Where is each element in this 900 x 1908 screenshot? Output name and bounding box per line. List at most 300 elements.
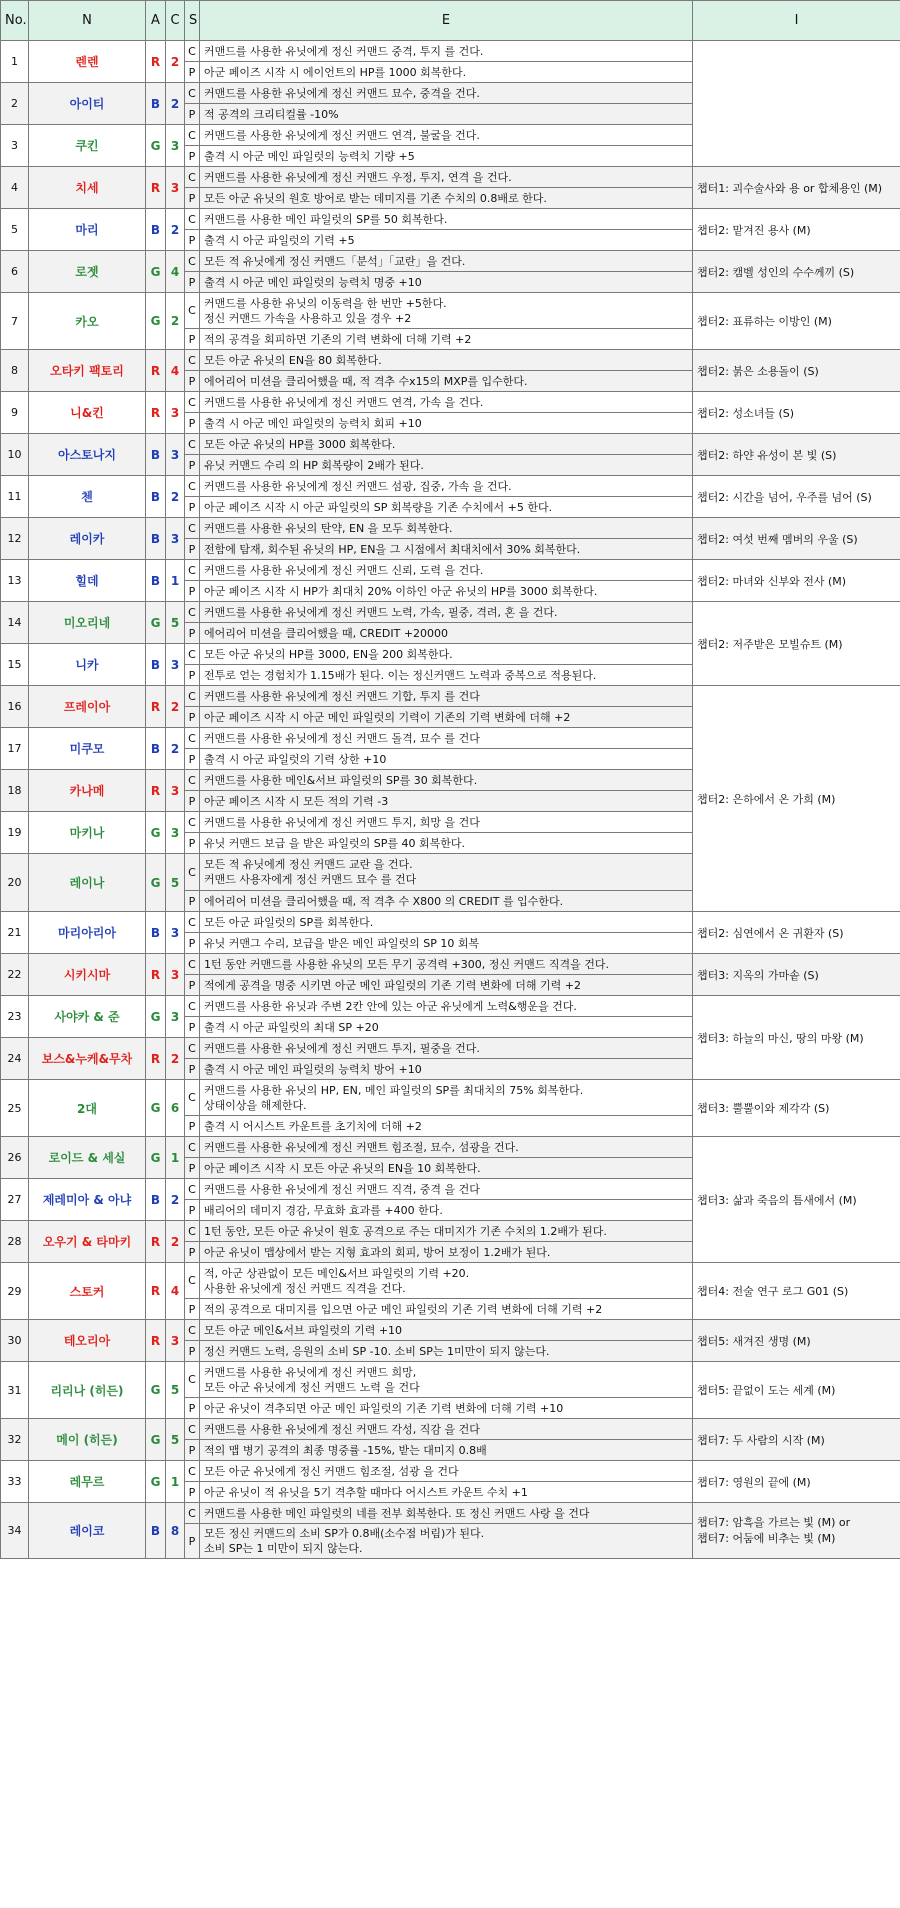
command-effect: 모든 아군 유닛의 HP를 3000 회복한다. xyxy=(200,434,693,455)
level: 3 xyxy=(166,954,185,996)
skill-type-passive: P xyxy=(185,1440,200,1461)
character-name: 프레이아 xyxy=(29,686,146,728)
command-effect: 적, 아군 상관없이 모든 메인&서브 파일럿의 기력 +20. 사용한 유닛에게 정신 커맨드 직격을 건다. xyxy=(200,1263,693,1299)
command-effect: 커맨드를 사용한 유닛에게 정신 커맨드 기합, 투지 를 건다 xyxy=(200,686,693,707)
level: 8 xyxy=(166,1503,185,1559)
level: 5 xyxy=(166,854,185,912)
attribute: R xyxy=(146,392,166,434)
chapter-info: 챕터3: 삶과 죽음의 틈새에서 (M) xyxy=(693,1137,900,1263)
level: 5 xyxy=(166,602,185,644)
attribute: G xyxy=(146,1080,166,1137)
skill-type-passive: P xyxy=(185,62,200,83)
level: 6 xyxy=(166,1080,185,1137)
skill-type-passive: P xyxy=(185,329,200,350)
skill-type-passive: P xyxy=(185,188,200,209)
command-effect: 커맨드를 사용한 유닛의 이동력을 한 번만 +5한다. 정신 커맨드 가속을 사용하고 있을 경우 +2 xyxy=(200,293,693,329)
skill-type-passive: P xyxy=(185,975,200,996)
row-number: 13 xyxy=(1,560,29,602)
attribute: G xyxy=(146,996,166,1038)
row-number: 28 xyxy=(1,1221,29,1263)
level: 2 xyxy=(166,83,185,125)
character-name: 레이코 xyxy=(29,1503,146,1559)
skill-type-passive: P xyxy=(185,1059,200,1080)
character-name: 보스&누케&무차 xyxy=(29,1038,146,1080)
command-effect: 커맨드를 사용한 유닛의 탄약, EN 을 모두 회복한다. xyxy=(200,518,693,539)
character-name: 메이 (히든) xyxy=(29,1419,146,1461)
chapter-info: 챕터2: 심연에서 온 귀환자 (S) xyxy=(693,912,900,954)
character-name: 제레미아 & 아냐 xyxy=(29,1179,146,1221)
table-row xyxy=(1,41,900,62)
character-name: 첸 xyxy=(29,476,146,518)
passive-effect: 아군 유닛이 맵상에서 받는 지형 효과의 회피, 방어 보정이 1.2배가 된다. xyxy=(200,1242,693,1263)
chapter-info: 챕터4: 전술 연구 로그 G01 (S) xyxy=(693,1263,900,1320)
row-number: 4 xyxy=(1,167,29,209)
attribute: B xyxy=(146,434,166,476)
skill-type-passive: P xyxy=(185,104,200,125)
table-row xyxy=(1,251,900,272)
skill-type-passive: P xyxy=(185,371,200,392)
passive-effect: 아군 페이즈 시작 시 모든 적의 기력 -3 xyxy=(200,791,693,812)
attribute: R xyxy=(146,1263,166,1320)
chapter-info: 챕터2: 맡겨진 용사 (M) xyxy=(693,209,900,251)
skill-type-command: C xyxy=(185,209,200,230)
skill-type-passive: P xyxy=(185,146,200,167)
skill-type-command: C xyxy=(185,1362,200,1398)
skill-type-passive: P xyxy=(185,1482,200,1503)
skill-type-command: C xyxy=(185,476,200,497)
skill-type-command: C xyxy=(185,1038,200,1059)
skill-type-passive: P xyxy=(185,933,200,954)
passive-effect: 출격 시 아군 메인 파일럿의 능력치 명중 +10 xyxy=(200,272,693,293)
header-effect: E xyxy=(200,1,693,41)
passive-effect: 유닛 커맨드 보급 을 받은 파일럿의 SP를 40 회복한다. xyxy=(200,833,693,854)
passive-effect: 아군 페이즈 시작 시 아군 메인 파일럿의 기력이 기존의 기력 변화에 더해 +2 xyxy=(200,707,693,728)
character-name: 사야카 & 준 xyxy=(29,996,146,1038)
command-effect: 커맨드를 사용한 유닛에게 정신 커맨드 투지, 필중을 건다. xyxy=(200,1038,693,1059)
character-name: 마리아리아 xyxy=(29,912,146,954)
skill-type-passive: P xyxy=(185,1200,200,1221)
row-number: 30 xyxy=(1,1320,29,1362)
table-row xyxy=(1,1320,900,1341)
command-effect: 모든 아군 파일럿의 SP를 회복한다. xyxy=(200,912,693,933)
passive-effect: 아군 페이즈 시작 시 모든 아군 유닛의 EN을 10 회복한다. xyxy=(200,1158,693,1179)
level: 3 xyxy=(166,392,185,434)
passive-effect: 모든 아군 유닛의 원호 방어로 받는 데미지를 기존 수치의 0.8배로 한다. xyxy=(200,188,693,209)
header-attr: A xyxy=(146,1,166,41)
attribute: R xyxy=(146,41,166,83)
row-number: 15 xyxy=(1,644,29,686)
header-info: I xyxy=(693,1,900,41)
passive-effect: 출격 시 아군 메인 파일럿의 능력치 회피 +10 xyxy=(200,413,693,434)
row-number: 11 xyxy=(1,476,29,518)
level: 3 xyxy=(166,770,185,812)
character-name: 미오리네 xyxy=(29,602,146,644)
table-row xyxy=(1,1419,900,1440)
skill-type-passive: P xyxy=(185,665,200,686)
skill-type-command: C xyxy=(185,912,200,933)
attribute: R xyxy=(146,350,166,392)
skill-type-command: C xyxy=(185,1263,200,1299)
attribute: G xyxy=(146,125,166,167)
level: 2 xyxy=(166,476,185,518)
skill-type-passive: P xyxy=(185,891,200,912)
attribute: R xyxy=(146,954,166,996)
character-name: 오타키 팩토리 xyxy=(29,350,146,392)
command-effect: 모든 아군 메인&서브 파일럿의 기력 +10 xyxy=(200,1320,693,1341)
passive-effect: 아군 페이즈 시작 시 에이언트의 HP를 1000 회복한다. xyxy=(200,62,693,83)
table-row xyxy=(1,392,900,413)
character-name: 치세 xyxy=(29,167,146,209)
row-number: 8 xyxy=(1,350,29,392)
attribute: B xyxy=(146,912,166,954)
skill-type-passive: P xyxy=(185,791,200,812)
skill-type-command: C xyxy=(185,560,200,581)
command-effect: 모든 적 유닛에게 정신 커맨드「분석」「교란」을 건다. xyxy=(200,251,693,272)
attribute: B xyxy=(146,644,166,686)
row-number: 32 xyxy=(1,1419,29,1461)
skill-type-passive: P xyxy=(185,230,200,251)
chapter-info: 챕터2: 하얀 유성이 본 빛 (S) xyxy=(693,434,900,476)
row-number: 6 xyxy=(1,251,29,293)
skill-type-passive: P xyxy=(185,833,200,854)
passive-effect: 아군 페이즈 시작 시 HP가 최대치 20% 이하인 아군 유닛의 HP를 3000 회복한다. xyxy=(200,581,693,602)
character-name: 아스토나지 xyxy=(29,434,146,476)
chapter-info: 챕터7: 두 사람의 시작 (M) xyxy=(693,1419,900,1461)
row-number: 24 xyxy=(1,1038,29,1080)
attribute: B xyxy=(146,560,166,602)
passive-effect: 전함에 탐재, 회수된 유닛의 HP, EN을 그 시점에서 최대치에서 30% 회복한다. xyxy=(200,539,693,560)
table-row xyxy=(1,1503,900,1524)
row-number: 27 xyxy=(1,1179,29,1221)
passive-effect: 출격 시 아군 메인 파일럿의 능력치 기량 +5 xyxy=(200,146,693,167)
skill-type-command: C xyxy=(185,686,200,707)
row-number: 34 xyxy=(1,1503,29,1559)
attribute: B xyxy=(146,209,166,251)
table-row xyxy=(1,209,900,230)
skill-type-passive: P xyxy=(185,581,200,602)
header-skill-type: S xyxy=(185,1,200,41)
skill-type-command: C xyxy=(185,1503,200,1524)
chapter-info: 챕터2: 캠벨 성인의 수수께끼 (S) xyxy=(693,251,900,293)
skill-type-command: C xyxy=(185,644,200,665)
level: 4 xyxy=(166,350,185,392)
attribute: R xyxy=(146,167,166,209)
chapter-info: 챕터5: 끝없이 도는 세계 (M) xyxy=(693,1362,900,1419)
command-effect: 커맨드를 사용한 유닛과 주변 2칸 안에 있는 아군 유닛에게 노력&행운을 건다. xyxy=(200,996,693,1017)
row-number: 2 xyxy=(1,83,29,125)
skill-type-passive: P xyxy=(185,1158,200,1179)
table-row xyxy=(1,293,900,329)
level: 2 xyxy=(166,728,185,770)
header-level: C xyxy=(166,1,185,41)
character-name: 리리나 (히든) xyxy=(29,1362,146,1419)
skill-type-passive: P xyxy=(185,707,200,728)
attribute: R xyxy=(146,770,166,812)
skill-type-passive: P xyxy=(185,749,200,770)
command-effect: 커맨드를 사용한 유닛에게 정신 커맨드 중격, 투지 를 건다. xyxy=(200,41,693,62)
skill-type-command: C xyxy=(185,1320,200,1341)
skill-type-passive: P xyxy=(185,1524,200,1559)
skill-type-command: C xyxy=(185,1179,200,1200)
attribute: R xyxy=(146,1038,166,1080)
command-effect: 커맨드를 사용한 유닛에게 정신 커맨드 노력, 가속, 필중, 격려, 혼 을 건다. xyxy=(200,602,693,623)
character-name: 테오리아 xyxy=(29,1320,146,1362)
chapter-info: 챕터3: 하늘의 마신, 땅의 마왕 (M) xyxy=(693,996,900,1080)
chapter-info: 챕터2: 마녀와 신부와 전사 (M) xyxy=(693,560,900,602)
passive-effect: 아군 유닛이 적 유닛을 5기 격추할 때마다 어시스트 카운트 수치 +1 xyxy=(200,1482,693,1503)
skill-type-command: C xyxy=(185,1461,200,1482)
character-name: 2대 xyxy=(29,1080,146,1137)
character-name: 미쿠모 xyxy=(29,728,146,770)
skill-type-command: C xyxy=(185,167,200,188)
passive-effect: 모든 정신 커맨드의 소비 SP가 0.8배(소수점 버림)가 된다. 소비 SP는 1 미만이 되지 않는다. xyxy=(200,1524,693,1559)
row-number: 31 xyxy=(1,1362,29,1419)
skill-type-passive: P xyxy=(185,1242,200,1263)
character-name: 쿠킨 xyxy=(29,125,146,167)
row-number: 21 xyxy=(1,912,29,954)
skill-type-command: C xyxy=(185,1080,200,1116)
chapter-info: 챕터3: 뿔뿔이와 제각각 (S) xyxy=(693,1080,900,1137)
command-effect: 1턴 동안, 모든 아군 유닛이 원호 공격으로 주는 대미지가 기존 수치의 1.2배가 된다. xyxy=(200,1221,693,1242)
level: 2 xyxy=(166,686,185,728)
passive-effect: 유닛 커맨드 수리 의 HP 회복량이 2배가 된다. xyxy=(200,455,693,476)
chapter-info xyxy=(693,41,900,167)
character-name: 레무르 xyxy=(29,1461,146,1503)
row-number: 14 xyxy=(1,602,29,644)
passive-effect: 유닛 커맨그 수리, 보급을 받은 메인 파일럿의 SP 10 회복 xyxy=(200,933,693,954)
passive-effect: 적의 맵 병기 공격의 최종 명중률 -15%, 받는 대미지 0.8배 xyxy=(200,1440,693,1461)
character-name: 시키시마 xyxy=(29,954,146,996)
level: 3 xyxy=(166,518,185,560)
chapter-info: 챕터7: 영원의 끝에 (M) xyxy=(693,1461,900,1503)
attribute: B xyxy=(146,83,166,125)
skill-type-passive: P xyxy=(185,1017,200,1038)
chapter-info: 챕터3: 지옥의 가마솥 (S) xyxy=(693,954,900,996)
character-name: 니&킨 xyxy=(29,392,146,434)
row-number: 19 xyxy=(1,812,29,854)
skill-type-command: C xyxy=(185,125,200,146)
character-name: 아이티 xyxy=(29,83,146,125)
table-row xyxy=(1,686,900,707)
skill-type-passive: P xyxy=(185,1299,200,1320)
table-row xyxy=(1,350,900,371)
attribute: G xyxy=(146,1137,166,1179)
table-row xyxy=(1,518,900,539)
skill-type-command: C xyxy=(185,602,200,623)
row-number: 33 xyxy=(1,1461,29,1503)
level: 3 xyxy=(166,644,185,686)
passive-effect: 아군 페이즈 시작 시 아군 파일럿의 SP 회복량을 기존 수치에서 +5 한다. xyxy=(200,497,693,518)
header-no: No. xyxy=(1,1,29,41)
row-number: 20 xyxy=(1,854,29,912)
row-number: 26 xyxy=(1,1137,29,1179)
attribute: B xyxy=(146,728,166,770)
level: 4 xyxy=(166,251,185,293)
character-name: 힐데 xyxy=(29,560,146,602)
command-effect: 커맨드를 사용한 유닛에게 정신 커맨드 희망, 모든 아군 유닛에게 정신 커맨드 노력 을 건다 xyxy=(200,1362,693,1398)
level: 2 xyxy=(166,293,185,350)
level: 4 xyxy=(166,1263,185,1320)
skill-type-passive: P xyxy=(185,623,200,644)
passive-effect: 적에게 공격을 명중 시키면 아군 메인 파일럿의 기존 기력 변화에 더해 기력 +2 xyxy=(200,975,693,996)
passive-effect: 적의 공격을 회피하면 기존의 기력 변화에 더해 기력 +2 xyxy=(200,329,693,350)
chapter-info: 챕터1: 괴수술사와 용 or 합체용인 (M) xyxy=(693,167,900,209)
row-number: 22 xyxy=(1,954,29,996)
level: 5 xyxy=(166,1362,185,1419)
skill-type-command: C xyxy=(185,996,200,1017)
attribute: G xyxy=(146,854,166,912)
table-row xyxy=(1,912,900,933)
passive-effect: 출격 시 어시스트 카운트를 초기치에 더해 +2 xyxy=(200,1116,693,1137)
level: 2 xyxy=(166,209,185,251)
level: 2 xyxy=(166,1038,185,1080)
passive-effect: 적 공격의 크리티컬률 -10% xyxy=(200,104,693,125)
row-number: 5 xyxy=(1,209,29,251)
attribute: B xyxy=(146,1503,166,1559)
row-number: 12 xyxy=(1,518,29,560)
attribute: B xyxy=(146,1179,166,1221)
table-body xyxy=(1,41,900,1559)
character-name: 렌렌 xyxy=(29,41,146,83)
chapter-info: 챕터2: 여섯 번째 멤버의 우울 (S) xyxy=(693,518,900,560)
skill-type-passive: P xyxy=(185,497,200,518)
command-effect: 커맨드를 사용한 유닛에게 정신 커맨드 직격, 중격 을 건다 xyxy=(200,1179,693,1200)
level: 3 xyxy=(166,912,185,954)
attribute: B xyxy=(146,476,166,518)
skill-type-passive: P xyxy=(185,539,200,560)
command-effect: 커맨드를 사용한 유닛에게 정신 커맨드 우정, 투지, 연격 을 건다. xyxy=(200,167,693,188)
row-number: 23 xyxy=(1,996,29,1038)
character-name: 카오 xyxy=(29,293,146,350)
attribute: R xyxy=(146,1221,166,1263)
command-effect: 모든 아군 유닛의 HP를 3000, EN을 200 회복한다. xyxy=(200,644,693,665)
command-effect: 커맨드를 사용한 유닛에게 정신 커맨드 연격, 가속 을 건다. xyxy=(200,392,693,413)
level: 1 xyxy=(166,1461,185,1503)
level: 1 xyxy=(166,1137,185,1179)
passive-effect: 정신 커맨드 노력, 응원의 소비 SP -10. 소비 SP는 1미만이 되지 않는다. xyxy=(200,1341,693,1362)
attribute: G xyxy=(146,1419,166,1461)
level: 3 xyxy=(166,996,185,1038)
passive-effect: 출격 시 아군 메인 파일럿의 능력치 방어 +10 xyxy=(200,1059,693,1080)
row-number: 18 xyxy=(1,770,29,812)
skill-type-command: C xyxy=(185,854,200,891)
attribute: G xyxy=(146,602,166,644)
passive-effect: 출격 시 아군 파일럿의 기력 상한 +10 xyxy=(200,749,693,770)
attribute: R xyxy=(146,1320,166,1362)
command-effect: 커맨드를 사용한 유닛에게 정신 커맨트 힘조절, 묘수, 섬광을 건다. xyxy=(200,1137,693,1158)
chapter-info: 챕터2: 표류하는 이방인 (M) xyxy=(693,293,900,350)
row-number: 3 xyxy=(1,125,29,167)
chapter-info: 챕터7: 암흑을 가르는 빛 (M) or 챕터7: 어둠에 비추는 빛 (M) xyxy=(693,1503,900,1559)
table-row xyxy=(1,1137,900,1158)
table-row xyxy=(1,602,900,623)
skill-type-command: C xyxy=(185,518,200,539)
skill-type-command: C xyxy=(185,293,200,329)
command-effect: 커맨드를 사용한 유닛에게 정신 커맨드 묘수, 중격을 건다. xyxy=(200,83,693,104)
skill-type-passive: P xyxy=(185,1341,200,1362)
skill-type-command: C xyxy=(185,251,200,272)
table-row xyxy=(1,434,900,455)
skill-type-passive: P xyxy=(185,1116,200,1137)
skill-type-passive: P xyxy=(185,413,200,434)
skill-type-command: C xyxy=(185,83,200,104)
character-name: 로이드 & 세실 xyxy=(29,1137,146,1179)
passive-effect: 출격 시 아군 파일럿의 기력 +5 xyxy=(200,230,693,251)
header-name: N xyxy=(29,1,146,41)
level: 3 xyxy=(166,125,185,167)
row-number: 25 xyxy=(1,1080,29,1137)
passive-effect: 에어리어 미션을 클리어했을 때, 적 격추 수x15의 MXP를 입수한다. xyxy=(200,371,693,392)
table-row xyxy=(1,560,900,581)
character-name: 마리 xyxy=(29,209,146,251)
attribute: G xyxy=(146,251,166,293)
attribute: G xyxy=(146,812,166,854)
command-effect: 모든 아군 유닛의 EN을 80 회복한다. xyxy=(200,350,693,371)
attribute: B xyxy=(146,518,166,560)
character-name: 카나메 xyxy=(29,770,146,812)
header-row xyxy=(1,1,900,41)
skill-type-command: C xyxy=(185,728,200,749)
skill-type-command: C xyxy=(185,1137,200,1158)
attribute: G xyxy=(146,1362,166,1419)
character-name: 레이나 xyxy=(29,854,146,912)
row-number: 7 xyxy=(1,293,29,350)
chapter-info: 챕터2: 붉은 소용돌이 (S) xyxy=(693,350,900,392)
table-row xyxy=(1,1461,900,1482)
row-number: 10 xyxy=(1,434,29,476)
row-number: 1 xyxy=(1,41,29,83)
level: 2 xyxy=(166,1179,185,1221)
level: 3 xyxy=(166,1320,185,1362)
level: 3 xyxy=(166,167,185,209)
row-number: 29 xyxy=(1,1263,29,1320)
command-effect: 커맨드를 사용한 유닛에게 정신 커맨드 돌격, 묘수 를 건다 xyxy=(200,728,693,749)
command-effect: 커맨드를 사용한 메인&서브 파일럿의 SP를 30 회복한다. xyxy=(200,770,693,791)
level: 3 xyxy=(166,434,185,476)
command-effect: 커맨드를 사용한 유닛에게 정신 커맨드 연격, 불굴을 건다. xyxy=(200,125,693,146)
attribute: G xyxy=(146,293,166,350)
passive-effect: 전투로 얻는 경험치가 1.15배가 된다. 이는 정신커맨드 노력과 중복으로 적용된다. xyxy=(200,665,693,686)
chapter-info: 챕터5: 새겨진 생명 (M) xyxy=(693,1320,900,1362)
table-row xyxy=(1,954,900,975)
command-effect: 1턴 동안 커맨드를 사용한 유닛의 모든 무기 공격력 +300, 정신 커맨드 직격을 건다. xyxy=(200,954,693,975)
character-name: 마키나 xyxy=(29,812,146,854)
skill-type-command: C xyxy=(185,350,200,371)
character-name: 오우기 & 타마키 xyxy=(29,1221,146,1263)
skill-type-command: C xyxy=(185,392,200,413)
attribute: R xyxy=(146,686,166,728)
passive-effect: 에어리어 미션을 클리어했을 때, CREDIT +20000 xyxy=(200,623,693,644)
command-effect: 커맨드를 사용한 유닛에게 정신 커맨드 섬광, 집중, 가속 을 건다. xyxy=(200,476,693,497)
command-effect: 커맨드를 사용한 유닛에게 정신 커맨드 각성, 직감 을 건다 xyxy=(200,1419,693,1440)
chapter-info: 챕터2: 시간을 넘어, 우주를 넘어 (S) xyxy=(693,476,900,518)
skill-type-command: C xyxy=(185,434,200,455)
skill-type-command: C xyxy=(185,1221,200,1242)
character-name: 로젯 xyxy=(29,251,146,293)
chapter-info: 챕터2: 성소녀들 (S) xyxy=(693,392,900,434)
skill-type-passive: P xyxy=(185,455,200,476)
passive-effect: 아군 유닛이 격추되면 아군 메인 파일럿의 기존 기력 변화에 더해 기력 +10 xyxy=(200,1398,693,1419)
command-effect: 커맨드를 사용한 메인 파일럿의 SP를 50 회복한다. xyxy=(200,209,693,230)
table-row xyxy=(1,167,900,188)
chapter-info: 챕터2: 은하에서 온 가희 (M) xyxy=(693,686,900,912)
passive-effect: 배리어의 데미지 경감, 무효화 효과를 +400 한다. xyxy=(200,1200,693,1221)
level: 3 xyxy=(166,812,185,854)
level: 5 xyxy=(166,1419,185,1461)
skill-type-command: C xyxy=(185,954,200,975)
character-name: 스토커 xyxy=(29,1263,146,1320)
table-row xyxy=(1,1362,900,1398)
